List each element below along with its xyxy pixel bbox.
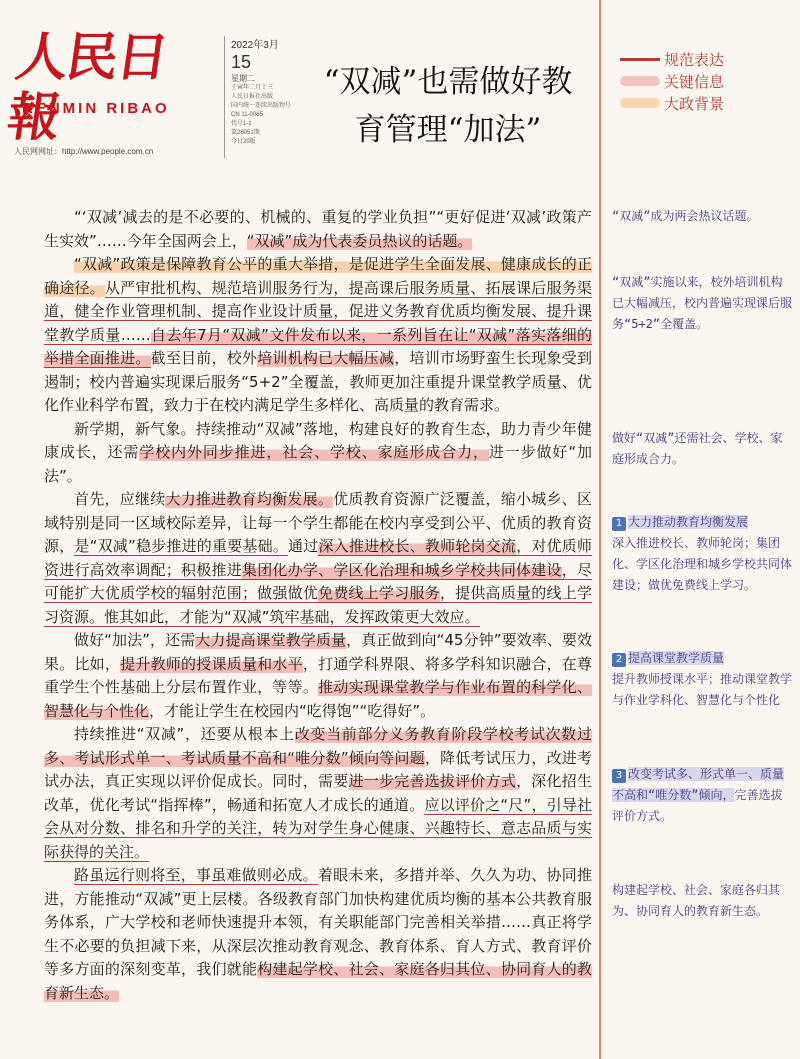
cn-code: CN 11-0065 xyxy=(231,112,263,118)
text-run: 做好“加法”，还需 xyxy=(74,631,196,649)
standard-expression-underline: ，提供高质量的线上学习资源。 xyxy=(44,584,592,626)
paragraph-6 xyxy=(44,723,592,864)
newspaper-logo-english: RENMIN RIBAO xyxy=(22,100,170,117)
key-info-highlight: 大力推进教育均衡发展。 xyxy=(165,490,334,508)
key-info-highlight: 提升教师的授课质量和水平 xyxy=(120,654,303,673)
date-box xyxy=(224,36,300,158)
text-run: 首先，应继续 xyxy=(74,490,166,508)
lunar-date: 壬寅年二月十三 xyxy=(231,85,274,91)
orange-highlight-swatch xyxy=(620,98,660,108)
text-run: 持续推进“双减”，还要从根本上 xyxy=(74,725,295,743)
text-run: ，降低考试压力，改进考试办法，真正实现以评价促成长。同时，需要 xyxy=(44,748,592,790)
note-body: 深入推进校长、教师轮岗；集团化、学区化治理和城乡学校共同体建设；做优免费线上学习。 xyxy=(612,536,793,592)
issue-number: 第26051期 xyxy=(231,130,260,136)
note-body: 完善选拔评价方式。 xyxy=(612,788,783,823)
legend-label: 关键信息 xyxy=(664,72,725,91)
number-badge: 2 xyxy=(612,653,626,667)
page-count: 今日20版 xyxy=(231,139,256,145)
text-run: ，培训市场野蛮生长现象受到遏制；校内普遍实现课后服务“5+2”全覆盖，教师更加注重提升课堂教学质量、优化作业科学布置，致力于在校内满足学生多样化、高质量的教育需求。 xyxy=(44,349,592,414)
note-title: 改变考试多、形式单一、质量不高和“唯分数”倾向， xyxy=(612,767,785,802)
date-year-month: 2022年3月 xyxy=(231,40,279,51)
paragraph-3 xyxy=(44,418,592,489)
key-info-highlight: 构建起学校、社会、家庭各归其位、协同育人的教育新生态。 xyxy=(44,960,592,1002)
standard-expression-underline: ，对优质师资进行高效率调配；积极推进 xyxy=(44,537,592,579)
article-body xyxy=(44,206,592,1005)
date-day: 15 xyxy=(231,52,252,72)
key-info-highlight: 集团化办学、学区化治理和城乡学校共同体建设 xyxy=(241,560,562,579)
paragraph-1 xyxy=(44,206,592,253)
red-highlight-swatch xyxy=(620,76,660,86)
publisher: 人民日报社出版 xyxy=(231,94,274,100)
text-run: 新学期，新气象。持续推动“双减”落地，构建良好的教育生态，助力青少年健康成长，还需 xyxy=(44,419,592,461)
issue-info: 国内统一连续出版物号 xyxy=(231,103,292,109)
text-run: ，真正做到向“45分钟”要效率、要效果。比如， xyxy=(44,631,592,673)
legend-label: 规范表达 xyxy=(664,50,725,69)
side-note-3: 做好“双减”还需社会、学校、家庭形成合力。 xyxy=(612,431,783,466)
text-run: 着眼未来，多措并举、久久为功、协同推进，方能推动“双减”更上层楼。各级教育部门加快构建优质均衡的基本公共教育服务体系，广大学校和老师快速提升本领，有关职能部门完善相关举措……真正将学生不必要的负担减下来，从深层次推动教育观念、教育体系、育人方式、教育评价等多方面的深刻变革，我们就能 xyxy=(44,866,592,978)
text-run: “‘双减’减去的是不必要的、机械的、重复的学业负担”“更好促进‘双减’政策产生实效”……今年全国两会上， xyxy=(44,208,592,250)
standard-expression-underline: 路虽远行则将至，事虽难做则必成。 xyxy=(74,866,318,884)
standard-expression-underline: 是“双减”稳步推进的重要基础。 xyxy=(74,537,289,555)
side-note-4 xyxy=(612,512,792,596)
note-title: 大力推动教育均衡发展 xyxy=(628,515,749,529)
standard-expression-underline: 应以评价之“尺”，引导社会从对分数、排名和升学的关注，转为对学生身心健康、兴趣特长、意志品质与实际获得的关注。 xyxy=(44,795,593,861)
text-run: 优质教育资源广泛覆盖，缩小城乡、区域特别是同一区域校际差异，让每一个学生都能在校内享受到公平、优质的教育资源， xyxy=(44,490,592,555)
side-note-7: 构建起学校、社会、家庭各归其为、协同育人的教育新生态。 xyxy=(612,883,781,918)
key-info-highlight: 改变当前部分义务教育阶段学校考试次数过多、考试形式单一、考试质量不高和“唯分数”倾向等问题 xyxy=(44,725,592,767)
key-info-highlight: 推动实现课堂教学与作业布置的科学化、智慧化与个性化 xyxy=(44,678,592,720)
number-badge: 3 xyxy=(612,769,626,783)
weekday: 星期二 xyxy=(231,74,255,83)
standard-expression-underline: ，尽可能扩大优质学校的辐射范围；做强做优 xyxy=(44,560,592,602)
text-run: 通过 xyxy=(288,537,319,555)
paragraph-4 xyxy=(44,488,592,629)
column-divider xyxy=(599,0,601,1059)
number-badge: 1 xyxy=(612,517,626,531)
side-note-1: “双减”成为两会热议话题。 xyxy=(612,209,759,223)
newspaper-logo: 人民日報 xyxy=(3,27,171,148)
paragraph-5 xyxy=(44,629,592,723)
note-title: 提高课堂教学质量 xyxy=(628,651,725,665)
key-info-highlight: 进一步完善选拔评价方式 xyxy=(348,772,517,790)
text-run: ，打通学科界限、将多学科知识融合，在尊重学生个性基础上分层布置作业，等等。 xyxy=(44,654,592,696)
text-run: 截至目前，校外 xyxy=(150,349,258,367)
legend-label: 大政背景 xyxy=(664,94,725,113)
newspaper-website: 人民网网址：http://www.people.com.cn xyxy=(14,147,154,156)
note-body: 提升教师授课水平；推动课堂教学与作业学科化、智慧化与个性化 xyxy=(612,672,793,707)
side-note-5 xyxy=(612,648,792,711)
headline: “双减”也需做好教育管理“加法” xyxy=(323,64,573,148)
standard-expression-underline: 惟其如此，才能为“双减”筑牢基础，发挥政策更大效应。 xyxy=(104,607,480,626)
paragraph-2 xyxy=(44,253,592,418)
key-info-highlight: 深入推进校长、教师轮岗交流 xyxy=(318,537,517,555)
text-run: ，深化招生改革，优化考试“指挥棒”，畅通和拓宽人才成长的通道。 xyxy=(44,772,592,814)
key-info-highlight: 学校内外同步推进，社会、学校、家庭形成合力， xyxy=(139,443,489,461)
highlight-legend xyxy=(620,48,790,114)
key-info-highlight: 大力提高课堂教学质量 xyxy=(195,631,347,649)
key-info-highlight: 免费线上学习服务 xyxy=(318,584,440,602)
paragraph-7 xyxy=(44,864,592,1005)
legend-item-key-info xyxy=(620,70,790,92)
underline-swatch xyxy=(620,58,660,61)
legend-item-policy-background xyxy=(620,92,790,114)
key-info-highlight: “双减”成为代表委员热议的话题。 xyxy=(246,231,473,250)
key-info-highlight: 培训机构已大幅压减 xyxy=(257,349,395,367)
text-run: 进一步做好“加法”。 xyxy=(44,443,592,485)
side-note-2: “双减”实施以来，校外培训机构已大幅减压，校内普遍实现课后服务“5+2”全覆盖。 xyxy=(612,275,793,331)
legend-item-underline xyxy=(620,48,790,70)
postal-code: 代号1-1 xyxy=(231,121,252,127)
newspaper-masthead xyxy=(3,27,292,166)
side-note-6 xyxy=(612,764,792,827)
policy-background-highlight: “双减”政策是保障教育公平的重大举措，是促进学生全面发展、健康成长的正确途径。 xyxy=(44,255,592,297)
key-info-highlight: 自去年7月“双减”文件发布以来，一系列旨在让“双减”落实落细的举措全面推进。 xyxy=(44,325,592,367)
standard-expression-underline: 从严审批机构、规范培训服务行为，提高课后服务质量、拓展课后服务渠道，健全作业管理机制、提高作业设计质量，促进义务教育优质均衡发展、提升课堂教学质量…… xyxy=(44,278,592,344)
text-run: ，才能让学生在校园内“吃得饱”“吃得好”。 xyxy=(149,701,436,720)
